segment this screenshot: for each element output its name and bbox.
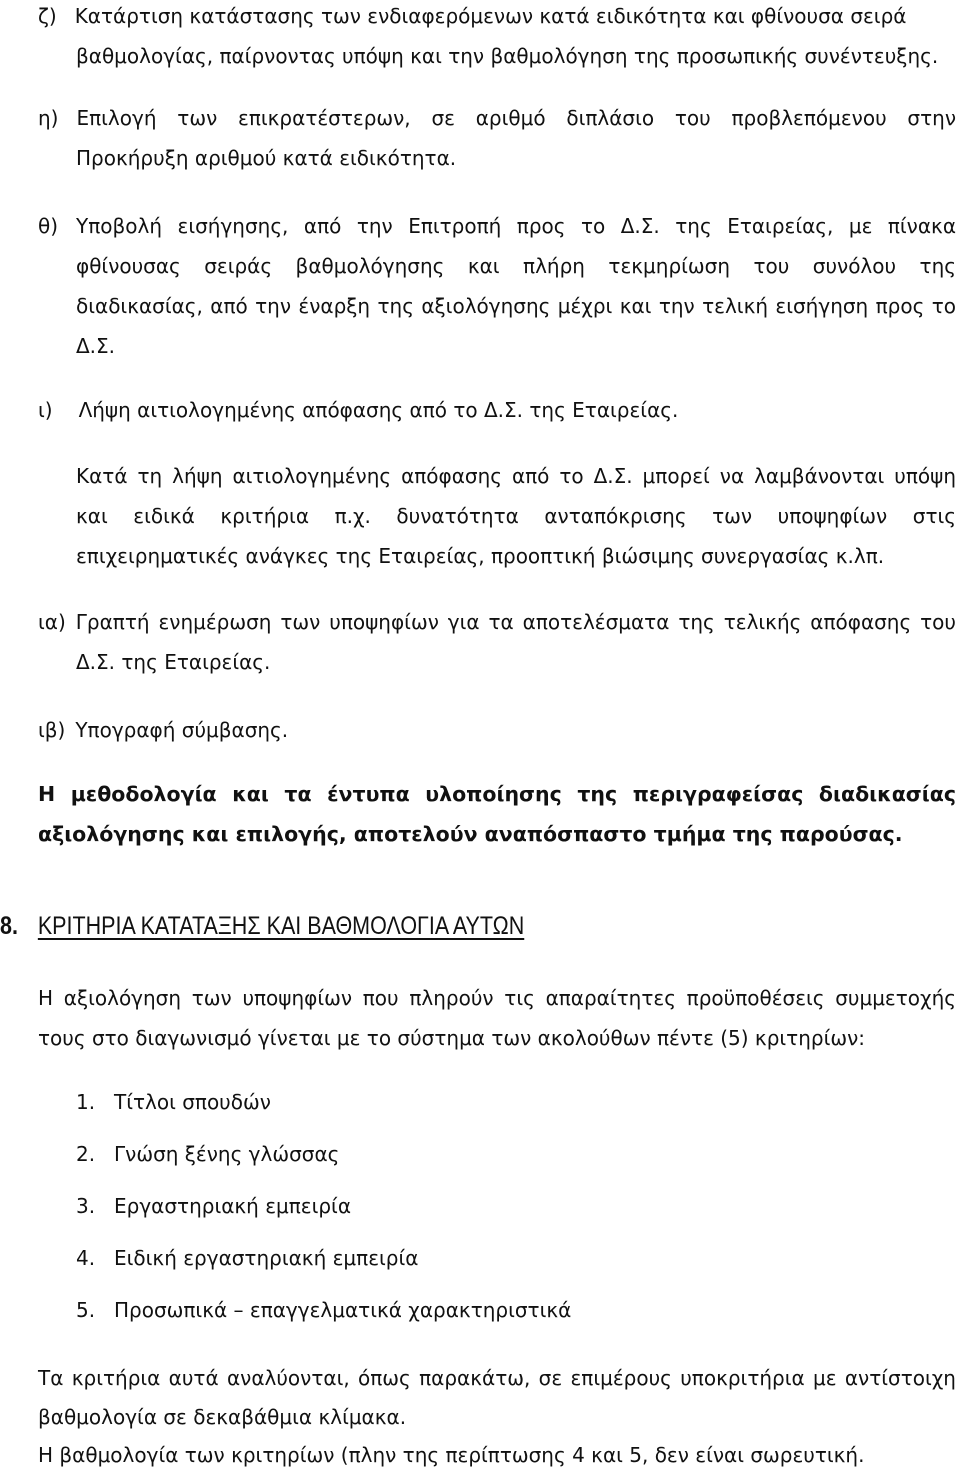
criterion-label: Προσωπικά – επαγγελματικά χαρακτηριστικά [114,1298,572,1322]
item-marker: ια) [38,610,66,634]
item-text-line: Λήψη αιτιολογημένης απόφασης από το Δ.Σ. της Εταιρείας. [78,398,679,422]
criterion-item [76,1136,936,1172]
item-text-line: Κατάρτιση κατάστασης των ενδιαφερόμενων κατά ειδικότητα και φθίνουσα σειρά [74,4,907,28]
intro-line: Η αξιολόγηση των υποψηφίων που πληρούν τις απαραίτητες προϋποθέσεις συμμετοχής [38,986,956,1010]
criterion-item [76,1240,936,1276]
note-line: Κατά τη λήψη αιτιολογημένης απόφασης από το Δ.Σ. μπορεί να λαμβάνονται υπόψη [76,464,956,488]
criterion-number: 4. [76,1246,96,1270]
item-text-line: Δ.Σ. [76,334,116,358]
item-text-line: Προκήρυξη αριθμού κατά ειδικότητα. [76,146,457,170]
criterion-number: 2. [76,1142,96,1166]
note-line: και ειδικά κριτήρια π.χ. δυνατότητα ανταπόκρισης των υποψηφίων στις [76,504,956,528]
section-title: ΚΡΙΤΗΡΙΑ ΚΑΤΑΤΑΞΗΣ ΚΑΙ ΒΑΘΜΟΛΟΓΙΑ ΑΥΤΩΝ [37,912,525,940]
item-text-line: Επιλογή των επικρατέστερων, σε αριθμό διπλάσιο του προβλεπόμενου στην [76,106,956,130]
criterion-label: Ειδική εργαστηριακή εμπειρία [114,1246,419,1270]
section-number: 8. [0,912,18,940]
item-marker: θ) [38,214,59,238]
methodology-note [38,774,956,854]
intro-paragraph [38,978,956,1058]
item-text-line: βαθμολογίας, παίρνοντας υπόψη και την βαθμολόγηση της προσωπικής συνέντευξης. [76,44,939,68]
list-item-eta [38,98,956,178]
iota-note [76,456,956,576]
criterion-label: Γνώση ξένης γλώσσας [114,1142,340,1166]
criterion-item [76,1292,936,1328]
list-item-zeta [38,0,956,76]
item-text-line: φθίνουσας σειράς βαθμολόγησης και πλήρη τεκμηρίωση του συνόλου της [76,254,956,278]
item-marker: ζ) [38,4,57,28]
closing-paragraph [38,1358,956,1474]
item-text-line: Υπογραφή σύμβασης. [75,718,289,742]
item-marker: η) [38,106,59,130]
list-item-iota-beta [38,710,956,750]
criterion-number: 1. [76,1090,96,1114]
criterion-number: 5. [76,1298,96,1322]
closing-line: Τα κριτήρια αυτά αναλύονται, όπως παρακάτω, σε επιμέρους υποκριτήρια με αντίστοιχη [38,1366,956,1390]
item-marker: ι) [38,398,53,422]
section-heading [0,906,826,946]
item-text-line: Υποβολή εισήγησης, από την Επιτροπή προς το Δ.Σ. της Εταιρείας, με πίνακα [76,214,956,238]
list-item-theta [38,206,956,366]
criterion-item [76,1188,936,1224]
criterion-label: Τίτλοι σπουδών [114,1090,271,1114]
item-text-line: Γραπτή ενημέρωση των υποψηφίων για τα αποτελέσματα της τελικής απόφασης του [75,610,956,634]
bold-note-line: αξιολόγησης και επιλογής, αποτελούν αναπόσπαστο τμήμα της παρούσας. [38,822,903,846]
item-text-line: διαδικασίας, από την έναρξη της αξιολόγησης μέχρι και την τελική εισήγηση προς το [76,294,956,318]
criterion-label: Εργαστηριακή εμπειρία [114,1194,352,1218]
list-item-iota [38,390,956,430]
item-text-line: Δ.Σ. της Εταιρείας. [76,650,271,674]
closing-last-line: Η βαθμολογία των κριτηρίων (πλην της περίπτωσης 4 και 5, δεν είναι σωρευτική. [38,1443,865,1467]
list-item-iota-alpha [38,602,956,682]
bold-note-line: Η μεθοδολογία και τα έντυπα υλοποίησης της περιγραφείσας διαδικασίας [38,782,956,806]
criterion-number: 3. [76,1194,96,1218]
criterion-item [76,1084,936,1120]
note-line: επιχειρηματικές ανάγκες της Εταιρείας, προοπτική βιώσιμης συνεργασίας κ.λπ. [76,544,885,568]
item-marker: ιβ) [38,718,66,742]
closing-line: βαθμολογία σε δεκαβάθμια κλίμακα. [38,1405,407,1429]
intro-line: τους στο διαγωνισμό γίνεται με το σύστημα των ακολούθων πέντε (5) κριτηρίων: [38,1026,866,1050]
